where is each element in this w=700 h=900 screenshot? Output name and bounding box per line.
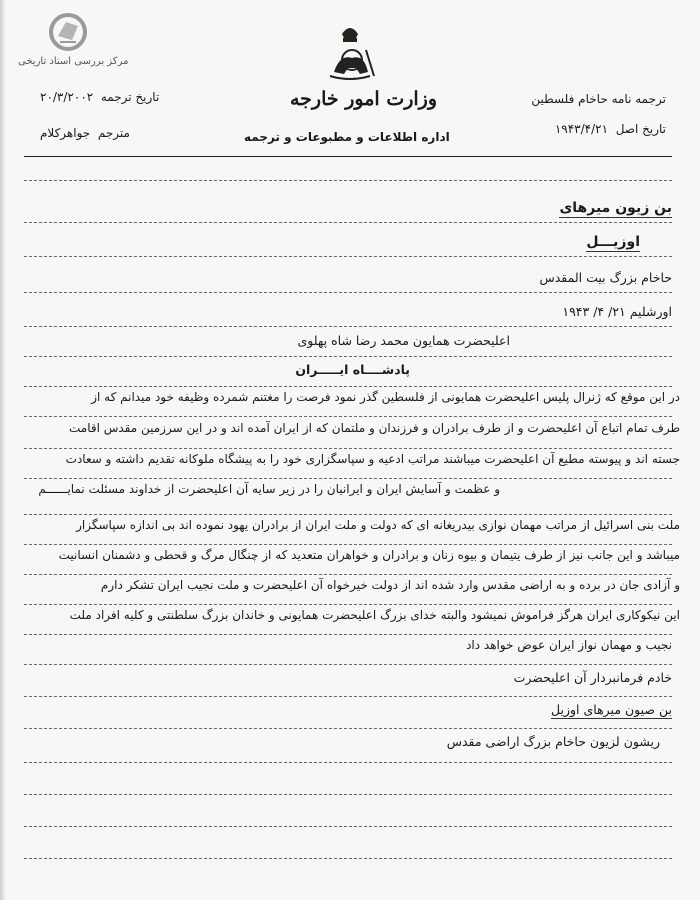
- ruled-line: [24, 180, 672, 181]
- paragraph-1-line: و عظمت و آسایش ایران و ایرانیان را در زیر سایه آن اعلیحضرت از خداوند مسئلت نمایــــــم: [38, 482, 500, 496]
- paragraph-2-line: و آزادی جان در برده و به اراضی مقدس وارد شده اند از دولت خیرخواه آن اعلیحضرت و ملت نجیب ایران تشکر دارم: [100, 578, 680, 592]
- header-divider: [24, 156, 672, 157]
- translator: مترجم جواهرکلام: [40, 126, 130, 140]
- translation-subject: ترجمه نامه حاخام فلسطین: [531, 92, 666, 106]
- ruled-line: [24, 478, 672, 479]
- ruled-line: [24, 826, 672, 827]
- paragraph-2-line: میباشد و این جانب نیز از طرف یتیمان و بیوه زنان و برادران و خواهران متعدید که از چنگال مرگ و قحطی و دشمنان انسانیت: [58, 548, 680, 562]
- ruled-line: [24, 544, 672, 545]
- recipient: اعلیحضرت همایون محمد رضا شاه پهلوی: [297, 333, 510, 348]
- paragraph-1-line: جسته اند و پیوسته مطیع آن اعلیحضرت میباشند مراتب ادعیه و سپاسگزاری خود را به پیشگاه ملوکانه تقدیم داشته و سعادت: [65, 452, 680, 466]
- ruled-line: [24, 574, 672, 575]
- translation-date: تاریخ ترجمه ۲۰/۳/۲۰۰۲: [40, 90, 160, 104]
- paragraph-1-line: در این موقع که ژنرال پلیس اعلیحضرت همایونی از فلسطین گذر نمود فرصت را مغتنم شمرده وظیفه خود میدانم که از: [91, 390, 680, 404]
- closing: خادم فرمانبردار آن اعلیحضرت: [513, 670, 672, 685]
- ruled-line: [24, 386, 672, 387]
- sender-name-2: اوزیـــل: [586, 234, 640, 250]
- lion-and-sun-emblem-icon: [320, 20, 380, 84]
- ruled-line: [24, 222, 672, 223]
- ruled-line: [24, 416, 672, 417]
- ruled-line: [24, 604, 672, 605]
- ruled-line: [24, 256, 672, 257]
- ruled-line: [24, 664, 672, 665]
- ruled-line: [24, 634, 672, 635]
- department-title: اداره اطلاعات و مطبوعات و ترجمه: [244, 130, 450, 144]
- ruled-line: [24, 794, 672, 795]
- paragraph-1-line: طرف تمام اتباع آن اعلیحضرت و از طرف برادران و فرزندان و ملتمان که از ایران آمده اند و در این سرزمین مقدس اقامت: [68, 421, 680, 435]
- ministry-title: وزارت امور خارجه: [290, 88, 438, 110]
- ruled-line: [24, 514, 672, 515]
- ruled-line: [24, 292, 672, 293]
- place-date: اورشلیم ۲۱/ ۴/ ۱۹۴۳: [562, 304, 672, 319]
- ruled-line: [24, 448, 672, 449]
- paragraph-2-line: این نیکوکاری ایران هرگز فراموش نمیشود والبته خدای بزرگ اعلیحضرت همایونی و خاندان بزرگ سلطنتی و کلیه افراد ملت: [69, 608, 680, 622]
- paragraph-2-line: نجیب و مهمان نواز ایران عوض خواهد داد: [466, 638, 672, 652]
- archive-logo-icon: [36, 12, 100, 62]
- ruled-line: [24, 728, 672, 729]
- scan-edge-shadow: [0, 0, 6, 900]
- original-date: تاریخ اصل ۱۹۴۳/۴/۲۱: [554, 122, 666, 136]
- ruled-line: [24, 696, 672, 697]
- signature-line: ریشون لزیون حاخام بزرگ اراضی مقدس: [446, 734, 660, 749]
- ruled-line: [24, 356, 672, 357]
- signature-name: بن صیون میرهای اوزیل: [551, 702, 672, 717]
- ruled-line: [24, 326, 672, 327]
- sender-title: حاخام بزرگ بیت المقدس: [539, 270, 672, 285]
- ruled-line: [24, 762, 672, 763]
- sender-name: بن زیون میرهای: [559, 200, 672, 216]
- paragraph-2-line: ملت بنی اسرائیل از مراتب مهمان نوازی بیدریغانه ای که دولت و ملت ایران از برادران یهود نموده اند بی اندازه سپاسگزار: [76, 518, 680, 532]
- recipient-title: پادشــــاه ایـــــران: [295, 362, 410, 377]
- ruled-line: [24, 858, 672, 859]
- watermark-text: مرکز بررسی اسناد تاریخی: [18, 56, 129, 67]
